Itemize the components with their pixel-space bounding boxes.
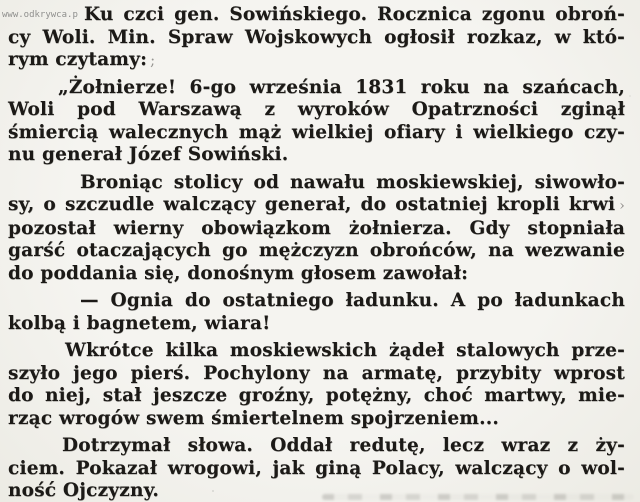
scan-artifact-smudge [322, 494, 634, 500]
text-line: kolbą i bagnetem, wiara! [8, 312, 271, 334]
text-line-content: rym czytamy: [8, 49, 148, 70]
text-line-content: sy, o szczudle walczący generał, do ostatniej kropli krwi [8, 194, 616, 215]
scan-artifact-stray-mark: › [619, 198, 625, 214]
paragraph-defense [8, 172, 625, 286]
text-line: do niej, stał jeszcze groźny, potężny, choć martwy, mie- [8, 385, 625, 406]
text-line: pozostał wierny obowiązkom żołnierza. Gdy stopniała [8, 217, 625, 239]
paragraph-command-quote [8, 290, 625, 335]
text-line: garść otaczających go mężczyzn obrońców, na wezwanie [8, 240, 625, 261]
text-line: rząc wrogów swem śmiertelnem spojrzeniem... [8, 407, 499, 429]
paragraph-heading [8, 4, 625, 72]
text-line: Broniąc stolicy od nawału moskiewskiej, siwowło- [80, 171, 625, 193]
paragraph-death [8, 340, 625, 430]
paragraph-closing [8, 435, 625, 502]
text-line: Dotrzymał słowa. Oddał redutę, lecz wraz z ży- [62, 435, 625, 456]
text-line [8, 49, 625, 72]
scan-artifact-stray-semicolon: ; [150, 51, 156, 69]
watermark-url-text: www.odkrywca.p [2, 10, 78, 20]
text-line: nu generał Józef Sowiński. [8, 144, 289, 165]
text-line: śmiercią walecznych mąż wielkiej ofiary i wielkiego czy- [8, 121, 625, 143]
text-line: ciem. Pokazał wrogowi, jak giną Polacy, walczący o wol- [8, 457, 625, 479]
paragraph-quote-soldiers [8, 77, 625, 167]
text-line: do poddania się, donośnym głosem zawołał: [8, 262, 469, 284]
text-line: Woli pod Warszawą z wyroków Opatrzności zginął [8, 99, 625, 120]
text-line: szyło jego pierś. Pochylony na armatę, przybity wprost [8, 362, 625, 384]
text-line [8, 194, 625, 218]
article-text-block [8, 4, 625, 502]
text-line: Wkrótce kilka moskiewskich żądeł stalowych prze- [65, 340, 625, 361]
text-line: „Żołnierze! 6-go września 1831 roku na szańcach, [58, 76, 625, 98]
text-line: cy Woli. Min. Spraw Wojskowych ogłosił rozkaz, w któ- [8, 26, 625, 48]
text-line: ność Ojczyzny. [8, 480, 160, 501]
text-line: — Ognia do ostatniego ładunku. A po ładunkach [80, 290, 625, 311]
text-line: Ku czci gen. Sowińskiego. Rocznica zgonu obroń- [84, 4, 625, 25]
